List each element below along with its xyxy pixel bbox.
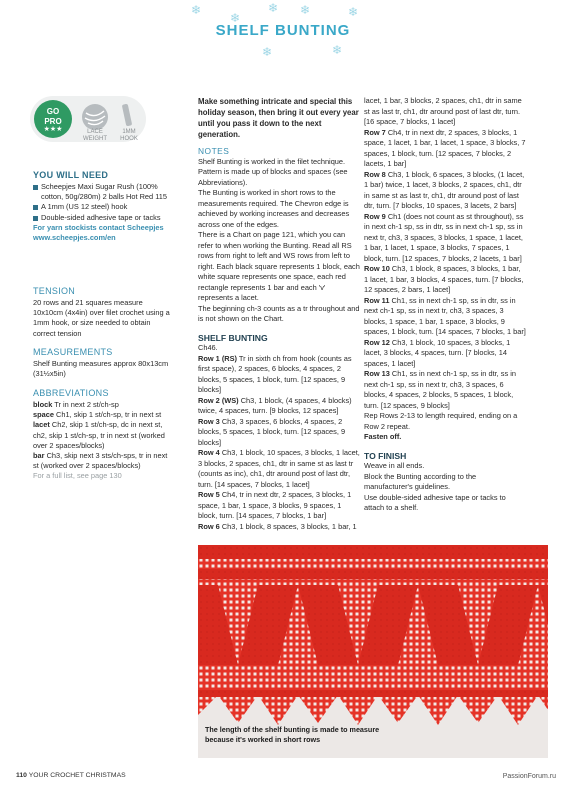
middle-column bbox=[198, 96, 360, 532]
pattern-row: Row 8 Ch3, 1 block, 6 spaces, 3 blocks, (1 lacet, 1 bar) twice, 1 lacet, 3 blocks, 2 spaces, ch1, dtr in same st as last tr, ch1, dtr around post of last dtr, turn. [7 blocks, 10 spaces, 3 lacets, 2 bars] bbox=[364, 169, 525, 210]
page-number: 110 bbox=[16, 772, 27, 779]
pattern-row: Row 13 Ch1, ss in next ch-1 sp, ss in dtr, ss in next ch-1 sp, ss in next tr, ch3, 3 spaces, 6 blocks, 4 spaces, 2 blocks, 5 spaces, 1 block, turn. [12 spaces, 9 blocks] bbox=[364, 369, 516, 410]
pattern-row: Row 4 Ch3, 1 block, 10 spaces, 3 blocks, 1 lacet, 3 blocks, 2 spaces, ch1, dtr in same st as last tr (counts as inc), ch1, dtr around post of last dtr, turn. [14 spaces, 7 blocks, 1 lacet] bbox=[198, 448, 360, 489]
page-title: SHELF BUNTING bbox=[215, 22, 351, 39]
pattern-row-continued: lacet, 1 bar, 3 blocks, 2 spaces, ch1, dtr in same st as last tr, ch1, dtr around post of last dtr, turn. [16 space, 7 blocks, 1 lacet] bbox=[364, 96, 522, 126]
header bbox=[0, 0, 566, 60]
hook-size-label: 1MM HOOK bbox=[120, 129, 138, 142]
list-item: A 1mm (US 12 steel) hook bbox=[33, 202, 173, 212]
measurements-heading: MEASUREMENTS bbox=[33, 347, 113, 357]
stockists-link[interactable]: For yarn stockists contact Scheepjes www.scheepjes.com/en bbox=[33, 222, 164, 243]
page-footer bbox=[16, 772, 126, 779]
abbreviations-list bbox=[33, 400, 173, 482]
snowflake-icon: ❄ bbox=[348, 5, 359, 19]
list-item: Scheepjes Maxi Sugar Rush (100% cotton, 50g/280m) 2 balls Hot Red 115 bbox=[33, 182, 173, 202]
snowflake-icon: ❄ bbox=[191, 3, 202, 17]
notes-heading: NOTES bbox=[198, 146, 230, 156]
list-item: lacet Ch2, skip 1 st/ch-sp, dc in next st, ch2, skip 1 st/ch-sp, tr in next st (worked over 2 spaces/blocks) bbox=[33, 420, 165, 450]
list-item: space Ch1, skip 1 st/ch-sp, tr in next st bbox=[33, 410, 162, 420]
pattern-row: Row 5 Ch4, tr in next dtr, 2 spaces, 3 blocks, 1 space, 1 bar, 1 space, 3 blocks, 9 spaces, 1 block, turn. [14 spaces, 7 blocks, 1 bar] bbox=[198, 490, 352, 520]
notes-paragraph: There is a Chart on page 121, which you can refer to when working the Bunting. Read all RS rows from right to left and WS rows from left to right. Each black square represents 1 block, each white square represents one space, each red rectangle represents 1 bar and each 'v' represents a lacet. bbox=[198, 230, 360, 302]
fasten-off: Fasten off. bbox=[364, 432, 402, 441]
pattern-row: Row 11 Ch1, ss in next ch-1 sp, ss in dtr, ss in next ch-1 sp, ss in next tr, ch3, 3 spaces, 3 blocks, 1 space, 1 bar, 1 space, 3 blocks, 9 spaces, 1 block, turn. [14 spaces, 7 blocks, 1 bar] bbox=[364, 295, 526, 336]
you-will-need-heading: YOU WILL NEED bbox=[33, 170, 109, 180]
tension-heading: TENSION bbox=[33, 286, 76, 296]
yarn-ball-icon bbox=[82, 104, 108, 130]
finish-step: Use double-sided adhesive tape or tacks to attach to a shelf. bbox=[364, 492, 506, 512]
lace-weight-label: LACE WEIGHT bbox=[83, 129, 107, 142]
finish-heading: TO FINISH bbox=[364, 450, 407, 461]
pattern-row: Row 3 Ch3, 3 spaces, 6 blocks, 4 spaces, 2 blocks, 5 spaces, 1 block, turn. [12 spaces, 9 blocks] bbox=[198, 416, 346, 447]
list-item: bar Ch3, skip next 3 sts/ch-sps, tr in next st (worked over 2 spaces/blocks) bbox=[33, 451, 168, 471]
finish-step: Weave in all ends. bbox=[364, 461, 425, 470]
abbreviations-heading: ABBREVIATIONS bbox=[33, 388, 109, 398]
snowflake-icon: ❄ bbox=[268, 1, 279, 15]
pattern-row: Row 6 Ch3, 1 block, 8 spaces, 3 blocks, 1 bar, 1 bbox=[198, 521, 357, 531]
pattern-row: Row 7 Ch4, tr in next dtr, 2 spaces, 3 blocks, 1 space, 1 lacet, 1 bar, 1 lacet, 1 space, 3 blocks, 7 spaces, 1 block, turn. [12 spaces, 7 blocks, 2 lacets, 1 bar] bbox=[364, 127, 526, 168]
snowflake-icon: ❄ bbox=[262, 45, 273, 59]
pattern-row: Row 12 Ch3, 1 block, 10 spaces, 3 blocks, 1 lacet, 3 blocks, 4 spaces, turn. [7 blocks, 14 spaces, 1 lacet] bbox=[364, 337, 511, 368]
intro-text: Make something intricate and special this holiday season, then bring it out every year until you pass it down to the next generation. bbox=[198, 97, 359, 139]
materials-list bbox=[33, 182, 173, 243]
finish-step: Block the Bunting according to the manufacturer's guidelines. bbox=[364, 471, 477, 491]
repeat-instruction: Rep Rows 2-13 to length required, ending on a Row 2 repeat. bbox=[364, 411, 518, 431]
notes-paragraph: Shelf Bunting is worked in the filet technique. Pattern is made up of blocks and spaces (see Abbreviations). bbox=[198, 156, 348, 187]
snowflake-icon: ❄ bbox=[332, 43, 343, 57]
tension-text: 20 rows and 21 squares measure 10x10cm (4x4in) over filet crochet using a 1mm hook, or size needed to obtain correct tension bbox=[33, 298, 170, 338]
pattern-row: Row 1 (RS) Tr in sixth ch from hook (counts as first space), 2 spaces, 6 blocks, 4 spaces, 2 blocks, 5 spaces, 1 block, turn. [12 spaces, 9 blocks] bbox=[198, 353, 352, 394]
notes-paragraph: The Bunting is worked in short rows to the measurements required. The Chevron edge is achieved by working increases and decreases across one of the edges. bbox=[198, 188, 350, 229]
watermark: PassionForum.ru bbox=[502, 773, 556, 780]
full-list-reference[interactable]: For a full list, see page 130 bbox=[33, 471, 122, 481]
magazine-name: YOUR CROCHET CHRISTMAS bbox=[28, 772, 126, 779]
measurements-text: Shelf Bunting measures approx 80x13cm (31½x5in) bbox=[33, 359, 169, 379]
go-pro-badge: GO PRO ★★★ bbox=[34, 100, 72, 138]
photo-caption: The length of the shelf bunting is made to measure because it's worked in short rows bbox=[205, 725, 380, 744]
snowflake-icon: ❄ bbox=[230, 11, 241, 25]
pattern-row: Row 2 (WS) Ch3, 1 block, (4 spaces, 4 blocks) twice, 4 spaces, turn. [9 blocks, 12 spaces] bbox=[198, 395, 352, 415]
pattern-row: Row 10 Ch3, 1 block, 8 spaces, 3 blocks, 1 bar, 1 lacet, 1 bar, 3 blocks, 4 spaces, turn. [7 blocks, 12 spaces, 2 bars, 1 lacet] bbox=[364, 264, 524, 294]
list-item: Double-sided adhesive tape or tacks bbox=[33, 213, 173, 223]
pattern-heading: SHELF BUNTING bbox=[198, 332, 268, 343]
right-column bbox=[364, 96, 526, 514]
snowflake-icon: ❄ bbox=[300, 3, 311, 17]
chain-instruction: Ch46. bbox=[198, 343, 218, 352]
notes-paragraph: The beginning ch-3 counts as a tr throughout and is not shown on the Chart. bbox=[198, 303, 360, 323]
star-icon: ★★★ bbox=[43, 126, 63, 133]
list-item: block Tr in next 2 st/ch-sp bbox=[33, 400, 119, 409]
pattern-row: Row 9 Ch1 (does not count as st throughout), ss in next ch-1 sp, ss in dtr, ss in next ch-1 sp, ss in next tr, ch3, 3 spaces, 3 blocks, 1 space, 1 lacet, 1 bar, 1 lacet, 1 space, 3 blocks, 7 spaces, 1 block, turn. [12 spaces, 7 blocks, 2 lacets, 1 bar] bbox=[364, 211, 524, 263]
